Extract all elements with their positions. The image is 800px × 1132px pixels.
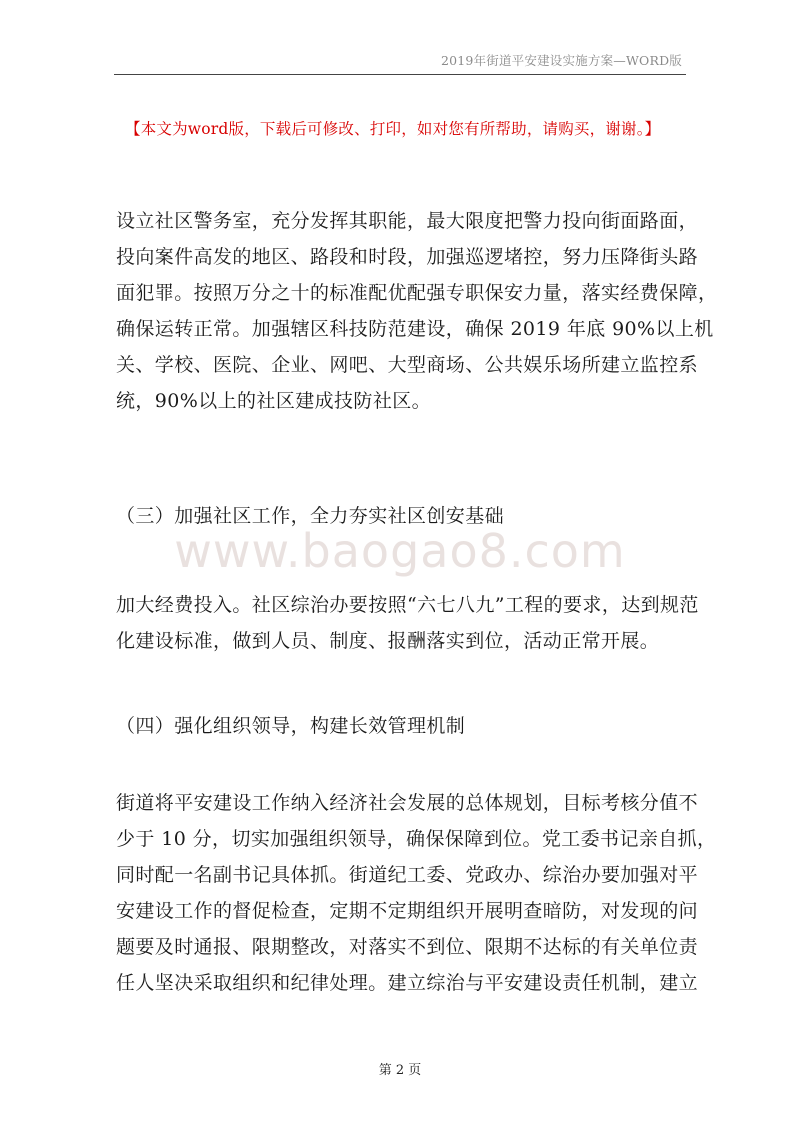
paragraph-line: 关、学校、医院、企业、网吧、大型商场、公共娱乐场所建立监控系 [116, 354, 699, 376]
section-heading-text: （三）加强社区工作，全力夯实社区创安基础 [116, 505, 505, 527]
paragraph-line: 同时配一名副书记具体抓。街道纪工委、党政办、综治办要加强对平 [116, 864, 699, 886]
paragraph-line: 设立社区警务室，充分发挥其职能，最大限度把警力投向街面路面， [116, 210, 699, 232]
paragraph-line: 街道将平安建设工作纳入经济社会发展的总体规划，目标考核分值不 [116, 792, 699, 814]
paragraph-line: 加大经费投入。社区综治办要按照“六七八九”工程的要求，达到规范 [116, 594, 699, 616]
paragraph-funding [116, 587, 699, 659]
paragraph-line: 确保运转正常。加强辖区科技防范建设，确保 2019 年底 90%以上机 [116, 318, 714, 340]
section-heading-text: （四）强化组织领导，构建长效管理机制 [116, 715, 466, 737]
page-number: 第 2 页 [378, 1063, 422, 1078]
paragraph-line: 投向案件高发的地区、路段和时段，加强巡逻堵控，努力压降街头路 [116, 246, 699, 268]
paragraph-leadership [116, 785, 717, 1001]
section-heading-4 [116, 708, 690, 744]
paragraph-line: 任人坚决采取组织和纪律处理。建立综治与平安建设责任机制，建立 [116, 972, 699, 994]
paragraph-line: 统，90%以上的社区建成技防社区。 [116, 390, 432, 412]
paragraph-line: 面犯罪。按照万分之十的标准配优配强专职保安力量，落实经费保障， [116, 282, 718, 304]
purchase-notice: 【本文为word版，下载后可修改、打印，如对您有所帮助，请购买，谢谢。】 [125, 120, 661, 138]
header-divider [114, 74, 686, 75]
header-title: 2019年街道平安建设实施方案—WORD版 [440, 53, 682, 68]
paragraph-police-stations [116, 203, 718, 419]
paragraph-line: 少于 10 分，切实加强组织领导，确保保障到位。党工委书记亲自抓， [116, 828, 717, 850]
paragraph-line: 化建设标准，做到人员、制度、报酬落实到位，活动正常开展。 [116, 630, 660, 652]
watermark: www.baogao8.com [174, 524, 626, 578]
paragraph-line: 安建设工作的督促检查，定期不定期组织开展明查暗防，对发现的问 [116, 900, 699, 922]
paragraph-line: 题要及时通报、限期整改，对落实不到位、限期不达标的有关单位责 [116, 936, 699, 958]
